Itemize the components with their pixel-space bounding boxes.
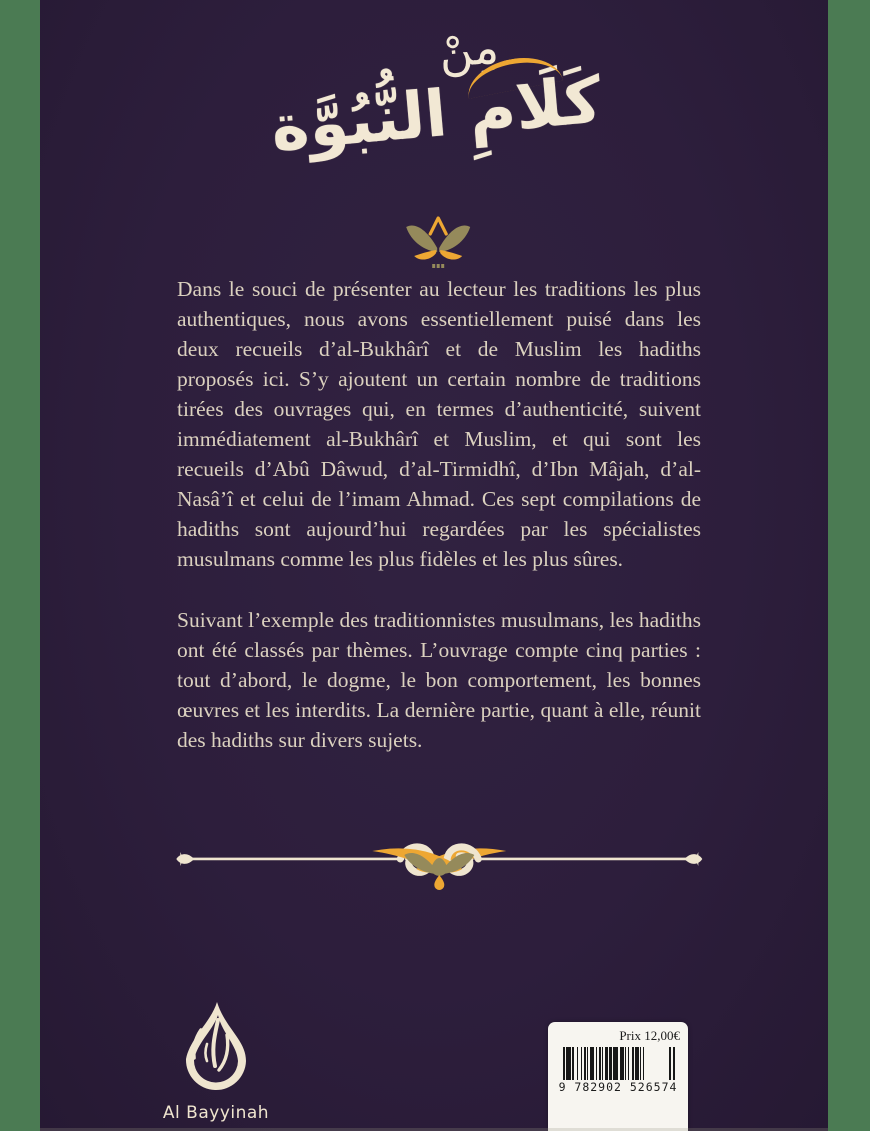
arabic-word-min: مِنْ (436, 19, 501, 79)
publisher-logo (136, 1000, 296, 1123)
book-back-cover (40, 0, 828, 1131)
publisher-logo-icon (170, 1000, 262, 1092)
barcode-icon (557, 1047, 679, 1094)
paragraph-sources: Dans le souci de présenter au lecteur les traditions les plus authentiques, nous avons essentiellement puisé dans les deux recueils d’al-Bukhârî et de Muslim les hadiths proposés ici. S’y ajoutent un certain nombre de traditions tirées des ouvrages qui, en termes d’authenticité, suivent immédiatement al-Bukhârî et Muslim, et qui sont les recueils d’Abû Dâwud, d’al-Tirmidhî, d’Ibn Mâjah, d’al-Nasâ’î et celui de l’imam Ahmad. Ces sept compilations de hadiths sont aujourd’hui regardées par les spécialistes musulmans comme les plus fidèles et les plus sûres. (177, 277, 701, 571)
fleur-ornament-icon (403, 212, 473, 275)
arabic-title-main: كَلَامِ النُّبُوَّة (268, 63, 605, 167)
barcode-sticker (548, 1022, 688, 1131)
back-cover-text (177, 274, 701, 755)
divider-ornament-icon (174, 828, 704, 895)
publisher-name: Al Bayyinah (162, 1103, 270, 1123)
paragraph-structure: Suivant l’exemple des traditionnistes musulmans, les hadiths ont été classés par thèmes. L’ouvrage compte cinq parties : tout d’abord, le dogme, le bon comportement, les bonnes œuvres et les interdits. La dernière partie, quant à elle, réunit des hadiths sur divers sujets. (177, 608, 701, 752)
price-label: Prix 12,00€ (619, 1028, 680, 1043)
barcode-digits: 9 782902 526574 (558, 1080, 678, 1094)
arabic-calligraphy-title (36, 0, 832, 187)
